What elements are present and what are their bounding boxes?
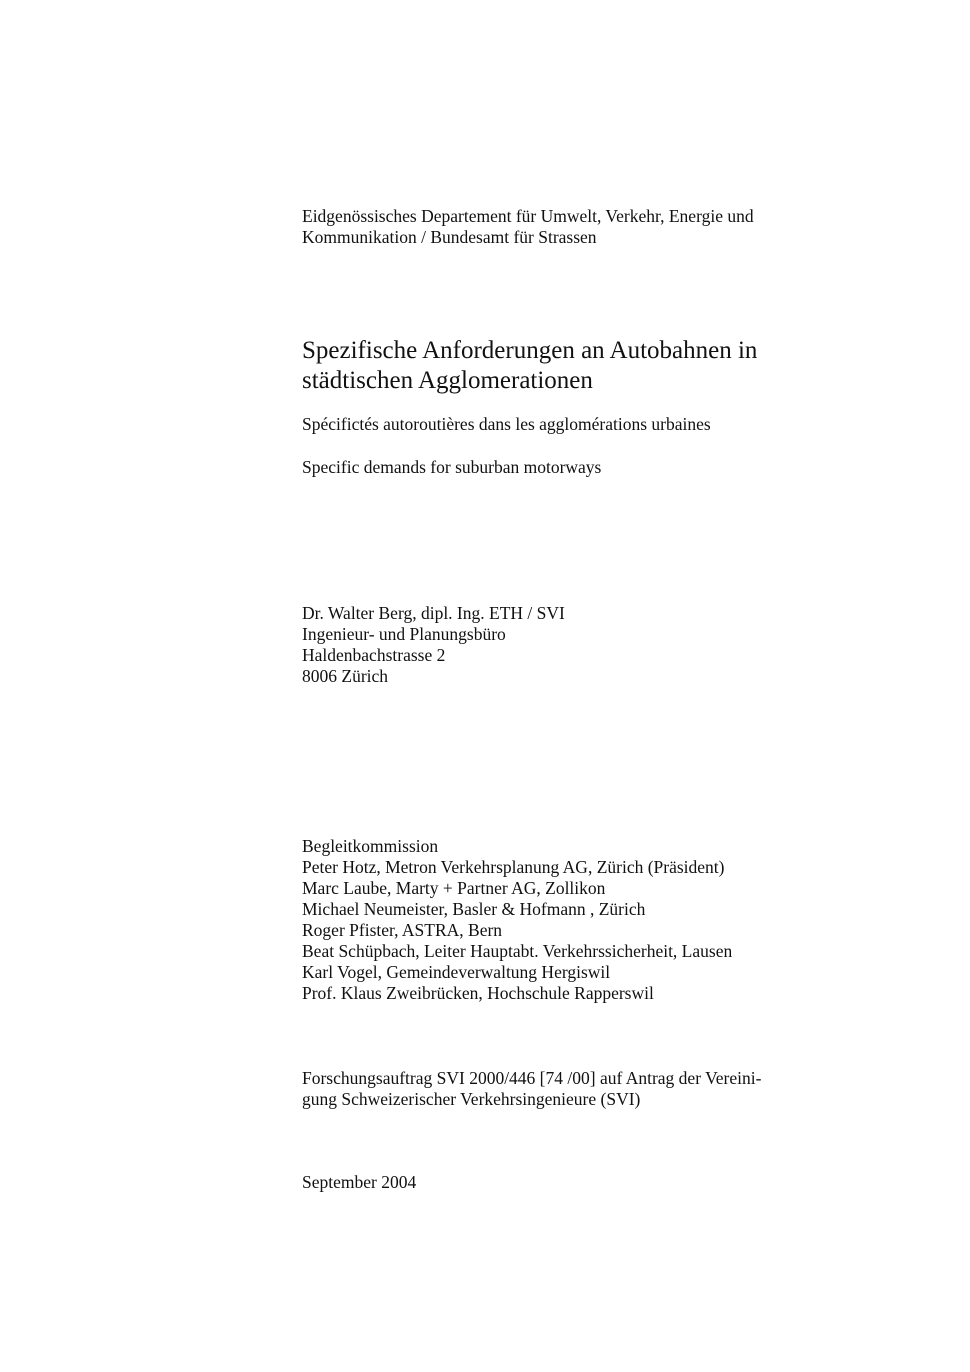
title-line: städtischen Agglomerationen bbox=[302, 367, 593, 394]
department-line: Eidgenössisches Departement für Umwelt, Verkehr, Energie und bbox=[302, 206, 754, 226]
commission-member: Peter Hotz, Metron Verkehrsplanung AG, Zürich (Präsident) bbox=[302, 857, 725, 877]
author-block bbox=[302, 603, 902, 687]
commission-member: Beat Schüpbach, Leiter Hauptabt. Verkehrssicherheit, Lausen bbox=[302, 941, 733, 961]
author-city: 8006 Zürich bbox=[302, 666, 389, 686]
title-line: Spezifische Anforderungen an Autobahnen in bbox=[302, 337, 758, 364]
commission-member: Roger Pfister, ASTRA, Bern bbox=[302, 920, 503, 940]
subtitle-french bbox=[302, 414, 902, 435]
publication-date bbox=[302, 1172, 902, 1193]
subtitle-english bbox=[302, 457, 902, 478]
department-line: Kommunikation / Bundesamt für Strassen bbox=[302, 227, 597, 247]
department-block bbox=[302, 206, 902, 248]
research-contract-block bbox=[302, 1068, 902, 1110]
research-line: gung Schweizerischer Verkehrsingenieure (SVI) bbox=[302, 1089, 641, 1109]
subtitle-french-text: Spécifictés autoroutières dans les agglomérations urbaines bbox=[302, 414, 711, 434]
author-name: Dr. Walter Berg, dipl. Ing. ETH / SVI bbox=[302, 603, 565, 623]
subtitle-english-text: Specific demands for suburban motorways bbox=[302, 457, 602, 477]
commission-member: Prof. Klaus Zweibrücken, Hochschule Rapperswil bbox=[302, 983, 654, 1003]
author-street: Haldenbachstrasse 2 bbox=[302, 645, 446, 665]
commission-member: Michael Neumeister, Basler & Hofmann , Zürich bbox=[302, 899, 646, 919]
publication-date-text: September 2004 bbox=[302, 1172, 417, 1192]
research-line: Forschungsauftrag SVI 2000/446 [74 /00] auf Antrag der Vereini- bbox=[302, 1068, 762, 1088]
commission-member: Marc Laube, Marty + Partner AG, Zollikon bbox=[302, 878, 606, 898]
commission-heading: Begleitkommission bbox=[302, 836, 439, 856]
author-office: Ingenieur- und Planungsbüro bbox=[302, 624, 506, 644]
commission-member: Karl Vogel, Gemeindeverwaltung Hergiswil bbox=[302, 962, 611, 982]
commission-block bbox=[302, 836, 902, 1004]
document-title bbox=[302, 336, 902, 396]
